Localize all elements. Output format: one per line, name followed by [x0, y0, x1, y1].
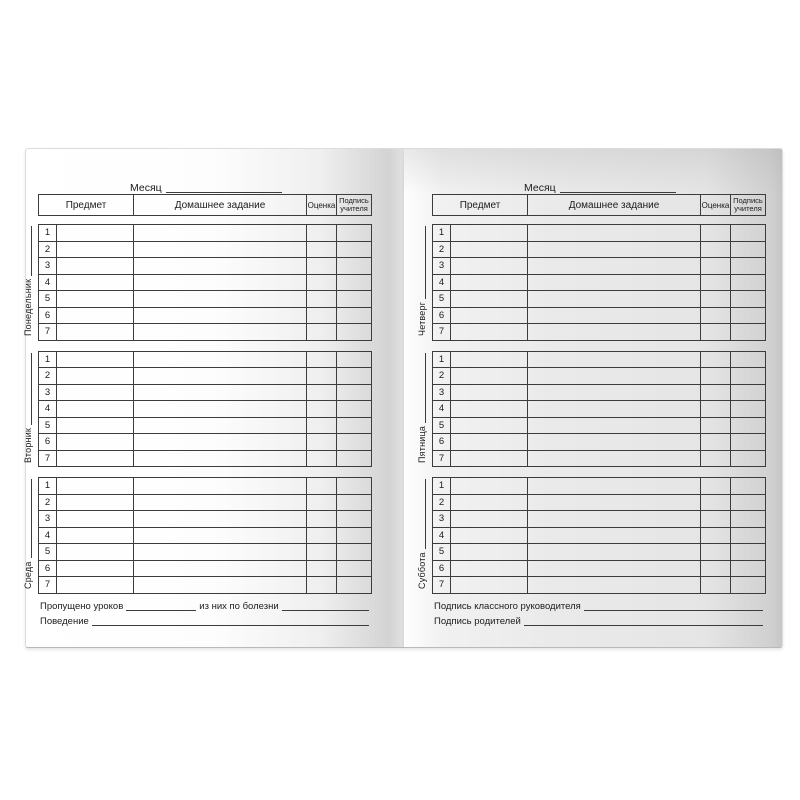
lesson-number-cell: 5 — [39, 291, 57, 308]
lesson-number-cell: 1 — [433, 478, 451, 495]
grade-cell-empty — [701, 528, 731, 545]
subject-cell-empty — [451, 528, 528, 545]
grade-cell-empty — [701, 258, 731, 275]
teacher-signature-cell-empty — [337, 528, 372, 545]
grade-cell-empty — [701, 577, 731, 594]
teacher-signature-cell-empty — [731, 434, 766, 451]
grade-cell-empty — [701, 434, 731, 451]
lesson-number-cell: 5 — [39, 418, 57, 435]
subject-cell-empty — [451, 561, 528, 578]
lesson-number-cell: 3 — [433, 258, 451, 275]
homework-cell-empty — [134, 352, 307, 369]
subject-cell-empty — [57, 418, 134, 435]
subject-cell-empty — [57, 308, 134, 325]
teacher-signature-cell-empty — [337, 368, 372, 385]
homework-cell-empty — [134, 511, 307, 528]
homework-cell-empty — [528, 495, 701, 512]
behavior-row — [40, 612, 372, 627]
grade-cell-empty — [701, 275, 731, 292]
subject-column-header: Предмет — [39, 195, 134, 216]
day-name: Суббота — [417, 552, 427, 589]
homework-cell-empty — [528, 561, 701, 578]
teacher-signature-cell-empty — [337, 478, 372, 495]
right-page-footer — [432, 597, 766, 627]
grade-cell-empty — [307, 544, 337, 561]
subject-cell-empty — [57, 577, 134, 594]
grade-cell-empty — [701, 368, 731, 385]
lesson-number-cell: 5 — [39, 544, 57, 561]
teacher-signature-cell-empty — [337, 434, 372, 451]
teacher-signature-cell-empty — [731, 495, 766, 512]
teacher-signature-cell-empty — [731, 478, 766, 495]
homework-cell-empty — [528, 308, 701, 325]
teacher-signature-column-header: Подпись учителя — [337, 195, 372, 216]
grade-cell-empty — [701, 308, 731, 325]
subject-cell-empty — [451, 308, 528, 325]
lesson-number-cell: 6 — [433, 434, 451, 451]
teacher-signature-cell-empty — [731, 324, 766, 341]
subject-cell-empty — [451, 577, 528, 594]
lesson-number-cell: 7 — [39, 324, 57, 341]
class-teacher-signature-row — [434, 597, 766, 612]
day-table-tuesday — [38, 351, 372, 468]
subject-cell-empty — [57, 275, 134, 292]
day-table-monday — [38, 224, 372, 341]
month-blank-line — [560, 192, 676, 193]
homework-cell-empty — [528, 324, 701, 341]
teacher-signature-cell-empty — [337, 308, 372, 325]
subject-cell-empty — [451, 324, 528, 341]
missed-lessons-label: Пропущено уроков — [40, 600, 124, 612]
grade-cell-empty — [701, 561, 731, 578]
grade-cell-empty — [307, 324, 337, 341]
teacher-signature-cell-empty — [731, 258, 766, 275]
teacher-signature-cell-empty — [337, 225, 372, 242]
homework-cell-empty — [134, 451, 307, 468]
homework-cell-empty — [528, 434, 701, 451]
grade-cell-empty — [701, 451, 731, 468]
class-teacher-signature-label: Подпись классного руководителя — [434, 600, 581, 612]
subject-cell-empty — [57, 495, 134, 512]
homework-cell-empty — [528, 511, 701, 528]
grade-column-header: Оценка — [701, 195, 731, 216]
grade-cell-empty — [307, 434, 337, 451]
subject-cell-empty — [57, 242, 134, 259]
homework-cell-empty — [528, 385, 701, 402]
lesson-number-cell: 6 — [39, 434, 57, 451]
subject-cell-empty — [451, 418, 528, 435]
grade-cell-empty — [307, 242, 337, 259]
subject-cell-empty — [57, 225, 134, 242]
month-row — [38, 174, 372, 194]
grade-cell-empty — [701, 225, 731, 242]
day-underline — [31, 479, 32, 558]
subject-cell-empty — [451, 511, 528, 528]
due-to-illness-blank-line — [282, 610, 369, 611]
diary-spread — [25, 148, 783, 648]
subject-cell-empty — [57, 258, 134, 275]
teacher-signature-cell-empty — [337, 385, 372, 402]
homework-cell-empty — [528, 275, 701, 292]
grade-cell-empty — [307, 495, 337, 512]
left-page-footer — [38, 597, 372, 627]
homework-cell-empty — [134, 544, 307, 561]
homework-cell-empty — [134, 418, 307, 435]
parents-signature-label: Подпись родителей — [434, 615, 521, 627]
lesson-number-cell: 7 — [39, 577, 57, 594]
grade-cell-empty — [701, 544, 731, 561]
teacher-signature-cell-empty — [731, 291, 766, 308]
homework-cell-empty — [134, 434, 307, 451]
grade-cell-empty — [701, 352, 731, 369]
lesson-number-cell: 2 — [39, 242, 57, 259]
lesson-number-cell: 4 — [433, 401, 451, 418]
grade-cell-empty — [307, 478, 337, 495]
grade-cell-empty — [307, 511, 337, 528]
teacher-signature-cell-empty — [337, 561, 372, 578]
teacher-signature-cell-empty — [337, 242, 372, 259]
teacher-signature-cell-empty — [731, 352, 766, 369]
lesson-number-cell: 3 — [39, 258, 57, 275]
behavior-blank-line — [92, 625, 369, 626]
homework-cell-empty — [134, 275, 307, 292]
subject-cell-empty — [57, 385, 134, 402]
grade-cell-empty — [307, 401, 337, 418]
homework-cell-empty — [134, 324, 307, 341]
homework-cell-empty — [528, 258, 701, 275]
subject-cell-empty — [451, 352, 528, 369]
right-page-content — [417, 174, 766, 627]
day-table-saturday — [432, 477, 766, 594]
day-block-friday — [417, 351, 766, 468]
homework-cell-empty — [134, 308, 307, 325]
lesson-number-cell: 2 — [39, 495, 57, 512]
lesson-number-cell: 7 — [433, 451, 451, 468]
day-block-thursday — [417, 224, 766, 341]
subject-cell-empty — [57, 528, 134, 545]
column-header-table — [432, 194, 766, 216]
grade-cell-empty — [701, 401, 731, 418]
homework-cell-empty — [134, 385, 307, 402]
subject-cell-empty — [57, 401, 134, 418]
grade-cell-empty — [307, 258, 337, 275]
homework-cell-empty — [134, 577, 307, 594]
teacher-signature-cell-empty — [731, 511, 766, 528]
day-block-monday — [23, 224, 372, 341]
teacher-signature-cell-empty — [337, 291, 372, 308]
day-underline — [425, 226, 426, 299]
day-label-wednesday — [21, 477, 35, 594]
subject-cell-empty — [451, 275, 528, 292]
homework-cell-empty — [528, 291, 701, 308]
homework-cell-empty — [134, 242, 307, 259]
teacher-signature-cell-empty — [337, 275, 372, 292]
homework-cell-empty — [134, 258, 307, 275]
lesson-number-cell: 1 — [433, 225, 451, 242]
lesson-number-cell: 7 — [39, 451, 57, 468]
lesson-number-cell: 2 — [433, 242, 451, 259]
day-name: Понедельник — [23, 278, 33, 336]
day-name: Пятница — [417, 425, 427, 463]
teacher-signature-cell-empty — [337, 495, 372, 512]
day-table-wednesday — [38, 477, 372, 594]
day-table-friday — [432, 351, 766, 468]
lesson-number-cell: 3 — [433, 385, 451, 402]
subject-cell-empty — [451, 495, 528, 512]
grade-cell-empty — [307, 352, 337, 369]
grade-cell-empty — [307, 577, 337, 594]
day-label-saturday — [415, 477, 429, 594]
homework-cell-empty — [134, 401, 307, 418]
subject-cell-empty — [451, 242, 528, 259]
day-label-friday — [415, 351, 429, 468]
teacher-signature-cell-empty — [731, 451, 766, 468]
subject-cell-empty — [57, 561, 134, 578]
teacher-signature-cell-empty — [731, 418, 766, 435]
day-underline — [31, 226, 32, 276]
grade-cell-empty — [701, 324, 731, 341]
day-name: Среда — [23, 561, 33, 589]
subject-cell-empty — [451, 368, 528, 385]
homework-cell-empty — [528, 577, 701, 594]
subject-cell-empty — [451, 478, 528, 495]
lesson-number-cell: 2 — [39, 368, 57, 385]
homework-cell-empty — [134, 528, 307, 545]
lesson-number-cell: 3 — [433, 511, 451, 528]
homework-cell-empty — [528, 242, 701, 259]
grade-cell-empty — [701, 495, 731, 512]
teacher-signature-cell-empty — [731, 242, 766, 259]
lesson-number-cell: 1 — [39, 352, 57, 369]
day-name: Четверг — [417, 301, 427, 336]
day-underline — [425, 479, 426, 549]
grade-cell-empty — [701, 385, 731, 402]
lesson-number-cell: 5 — [433, 544, 451, 561]
homework-column-header: Домашнее задание — [134, 195, 307, 216]
grade-cell-empty — [307, 368, 337, 385]
homework-cell-empty — [528, 528, 701, 545]
teacher-signature-cell-empty — [337, 258, 372, 275]
day-block-saturday — [417, 477, 766, 594]
missed-lessons-row — [40, 597, 372, 612]
diary-page-right — [404, 148, 783, 648]
homework-cell-empty — [528, 478, 701, 495]
subject-cell-empty — [451, 401, 528, 418]
grade-cell-empty — [307, 275, 337, 292]
subject-cell-empty — [57, 478, 134, 495]
homework-column-header: Домашнее задание — [528, 195, 701, 216]
subject-cell-empty — [451, 434, 528, 451]
homework-cell-empty — [528, 225, 701, 242]
day-label-thursday — [415, 224, 429, 341]
lesson-number-cell: 3 — [39, 385, 57, 402]
lesson-number-cell: 4 — [39, 528, 57, 545]
day-table-thursday — [432, 224, 766, 341]
grade-cell-empty — [701, 478, 731, 495]
homework-cell-empty — [134, 561, 307, 578]
grade-cell-empty — [307, 418, 337, 435]
subject-cell-empty — [451, 258, 528, 275]
subject-cell-empty — [57, 451, 134, 468]
day-underline — [425, 353, 426, 423]
homework-cell-empty — [528, 368, 701, 385]
homework-cell-empty — [134, 291, 307, 308]
grade-cell-empty — [307, 385, 337, 402]
homework-cell-empty — [528, 544, 701, 561]
subject-cell-empty — [57, 352, 134, 369]
homework-cell-empty — [528, 352, 701, 369]
grade-cell-empty — [307, 225, 337, 242]
teacher-signature-cell-empty — [731, 225, 766, 242]
subject-cell-empty — [451, 451, 528, 468]
homework-cell-empty — [134, 478, 307, 495]
month-row — [432, 174, 766, 194]
missed-lessons-blank-line — [126, 610, 196, 611]
month-label: Месяц — [524, 182, 556, 194]
grade-column-header: Оценка — [307, 195, 337, 216]
day-block-tuesday — [23, 351, 372, 468]
lesson-number-cell: 6 — [39, 308, 57, 325]
teacher-signature-cell-empty — [337, 544, 372, 561]
grade-cell-empty — [307, 451, 337, 468]
day-label-tuesday — [21, 351, 35, 468]
left-page-content — [23, 174, 372, 627]
lesson-number-cell: 4 — [39, 401, 57, 418]
homework-cell-empty — [134, 368, 307, 385]
teacher-signature-cell-empty — [337, 511, 372, 528]
teacher-signature-cell-empty — [731, 528, 766, 545]
subject-column-header: Предмет — [433, 195, 528, 216]
lesson-number-cell: 6 — [433, 308, 451, 325]
parents-signature-row — [434, 612, 766, 627]
teacher-signature-cell-empty — [337, 451, 372, 468]
subject-cell-empty — [57, 511, 134, 528]
teacher-signature-cell-empty — [731, 401, 766, 418]
lesson-number-cell: 4 — [39, 275, 57, 292]
lesson-number-cell: 6 — [433, 561, 451, 578]
grade-cell-empty — [307, 308, 337, 325]
lesson-number-cell: 2 — [433, 368, 451, 385]
behavior-label: Поведение — [40, 615, 89, 627]
day-block-wednesday — [23, 477, 372, 594]
grade-cell-empty — [307, 528, 337, 545]
class-teacher-signature-blank-line — [584, 610, 763, 611]
teacher-signature-cell-empty — [337, 577, 372, 594]
lesson-number-cell: 4 — [433, 528, 451, 545]
homework-cell-empty — [134, 225, 307, 242]
subject-cell-empty — [451, 385, 528, 402]
homework-cell-empty — [528, 451, 701, 468]
diary-page-left — [25, 148, 404, 648]
homework-cell-empty — [134, 495, 307, 512]
lesson-number-cell: 3 — [39, 511, 57, 528]
teacher-signature-cell-empty — [731, 544, 766, 561]
teacher-signature-cell-empty — [731, 308, 766, 325]
subject-cell-empty — [57, 434, 134, 451]
day-label-monday — [21, 224, 35, 341]
teacher-signature-cell-empty — [731, 385, 766, 402]
lesson-number-cell: 7 — [433, 577, 451, 594]
grade-cell-empty — [701, 418, 731, 435]
subject-cell-empty — [57, 291, 134, 308]
day-underline — [31, 353, 32, 425]
month-blank-line — [166, 192, 282, 193]
grade-cell-empty — [701, 291, 731, 308]
lesson-number-cell: 1 — [39, 478, 57, 495]
grade-cell-empty — [307, 291, 337, 308]
teacher-signature-column-header: Подпись учителя — [731, 195, 766, 216]
lesson-number-cell: 5 — [433, 418, 451, 435]
teacher-signature-cell-empty — [731, 368, 766, 385]
subject-cell-empty — [57, 544, 134, 561]
grade-cell-empty — [701, 242, 731, 259]
lesson-number-cell: 5 — [433, 291, 451, 308]
month-label: Месяц — [130, 182, 162, 194]
lesson-number-cell: 6 — [39, 561, 57, 578]
lesson-number-cell: 4 — [433, 275, 451, 292]
subject-cell-empty — [57, 324, 134, 341]
lesson-number-cell: 7 — [433, 324, 451, 341]
subject-cell-empty — [451, 291, 528, 308]
due-to-illness-label: из них по болезни — [199, 600, 279, 612]
lesson-number-cell: 2 — [433, 495, 451, 512]
grade-cell-empty — [701, 511, 731, 528]
teacher-signature-cell-empty — [337, 418, 372, 435]
teacher-signature-cell-empty — [337, 352, 372, 369]
subject-cell-empty — [57, 368, 134, 385]
day-name: Вторник — [23, 427, 33, 463]
subject-cell-empty — [451, 544, 528, 561]
grade-cell-empty — [307, 561, 337, 578]
teacher-signature-cell-empty — [731, 275, 766, 292]
teacher-signature-cell-empty — [337, 401, 372, 418]
teacher-signature-cell-empty — [731, 561, 766, 578]
lesson-number-cell: 1 — [39, 225, 57, 242]
column-header-table — [38, 194, 372, 216]
homework-cell-empty — [528, 401, 701, 418]
lesson-number-cell: 1 — [433, 352, 451, 369]
teacher-signature-cell-empty — [731, 577, 766, 594]
parents-signature-blank-line — [524, 625, 763, 626]
subject-cell-empty — [451, 225, 528, 242]
homework-cell-empty — [528, 418, 701, 435]
teacher-signature-cell-empty — [337, 324, 372, 341]
